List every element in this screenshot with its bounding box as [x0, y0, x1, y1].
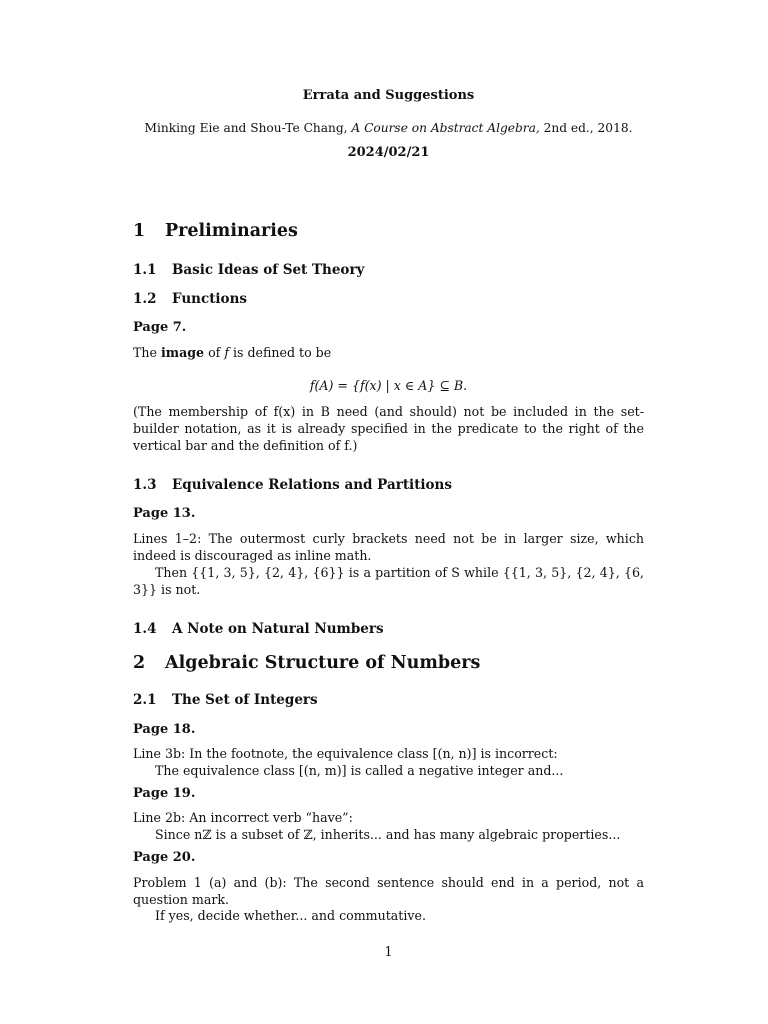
page-heading-19: Page 19.: [133, 786, 196, 801]
citation-authors: Minking Eie and Shou-Te Chang,: [144, 121, 348, 135]
section-number: 2: [133, 653, 146, 673]
subsection-number: 2.1: [133, 692, 157, 708]
subsection-heading-natural-numbers: [133, 621, 384, 637]
page-13-note: Lines 1–2: The outermost curly brackets need not be in larger size, which indeed is discouraged as inline math.: [133, 531, 644, 563]
subsection-number: 1.3: [133, 477, 157, 493]
page-heading-7: Page 7.: [133, 320, 187, 335]
image-definition-line: [133, 344, 644, 361]
section-heading-algebraic-structure: [133, 653, 480, 673]
page-19-correction: Since nℤ is a subset of ℤ, inherits... and has many algebraic properties...: [155, 827, 621, 842]
page-20-note: Problem 1 (a) and (b): The second sentence should end in a period, not a question mark.: [133, 875, 644, 907]
text-run: is defined to be: [228, 345, 332, 360]
subsection-heading-set-theory: [133, 262, 364, 278]
page-13-correction: Then {{1, 3, 5}, {2, 4}, {6}} is a partition of S while {{1, 3, 5}, {2, 4}, {6, 3}} is not.: [133, 565, 644, 597]
section-title: Algebraic Structure of Numbers: [165, 653, 481, 673]
math-f: f: [224, 345, 229, 360]
image-equation: f(A) = {f(x) | x ∈ A} ⊆ B.: [309, 378, 468, 393]
document-date: 2024/02/21: [347, 145, 430, 160]
page-number: 1: [384, 944, 393, 959]
subsection-heading-functions: [133, 291, 247, 307]
subsection-title: Functions: [172, 291, 247, 307]
section-title: Preliminaries: [165, 221, 298, 241]
citation-book-title: A Course on Abstract Algebra,: [351, 121, 540, 135]
subsection-title: Basic Ideas of Set Theory: [172, 262, 365, 278]
subsection-heading-integers: [133, 692, 318, 708]
text-run: of: [204, 345, 225, 360]
document-title: Errata and Suggestions: [302, 88, 475, 103]
page-19-note: Line 2b: An incorrect verb “have”:: [133, 810, 353, 825]
subsection-number: 1.2: [133, 291, 157, 307]
page-heading-13: Page 13.: [133, 506, 196, 521]
subsection-heading-equivalence: [133, 477, 452, 493]
subsection-title: The Set of Integers: [172, 692, 318, 708]
section-heading-preliminaries: [133, 221, 298, 241]
subsection-title: A Note on Natural Numbers: [172, 621, 384, 637]
subsection-number: 1.4: [133, 621, 157, 637]
page-18-correction: The equivalence class [(n, m)] is called a negative integer and...: [155, 763, 564, 778]
page-heading-18: Page 18.: [133, 722, 196, 737]
section-number: 1: [133, 221, 146, 241]
page-heading-20: Page 20.: [133, 850, 196, 865]
page-20-correction: If yes, decide whether... and commutative.: [155, 908, 426, 923]
subsection-number: 1.1: [133, 262, 157, 278]
membership-note: (The membership of f(x) in B need (and should) not be included in the set-builder notation, as it is already specified in the predicate to the right of the vertical bar and the definition of f.): [133, 404, 644, 453]
book-citation: [133, 121, 644, 135]
citation-edition: 2nd ed., 2018.: [543, 121, 633, 135]
subsection-title: Equivalence Relations and Partitions: [172, 477, 452, 493]
page-18-note: Line 3b: In the footnote, the equivalence class [(n, n)] is incorrect:: [133, 746, 558, 761]
text-run: The: [133, 345, 161, 360]
term-image: image: [160, 345, 205, 360]
